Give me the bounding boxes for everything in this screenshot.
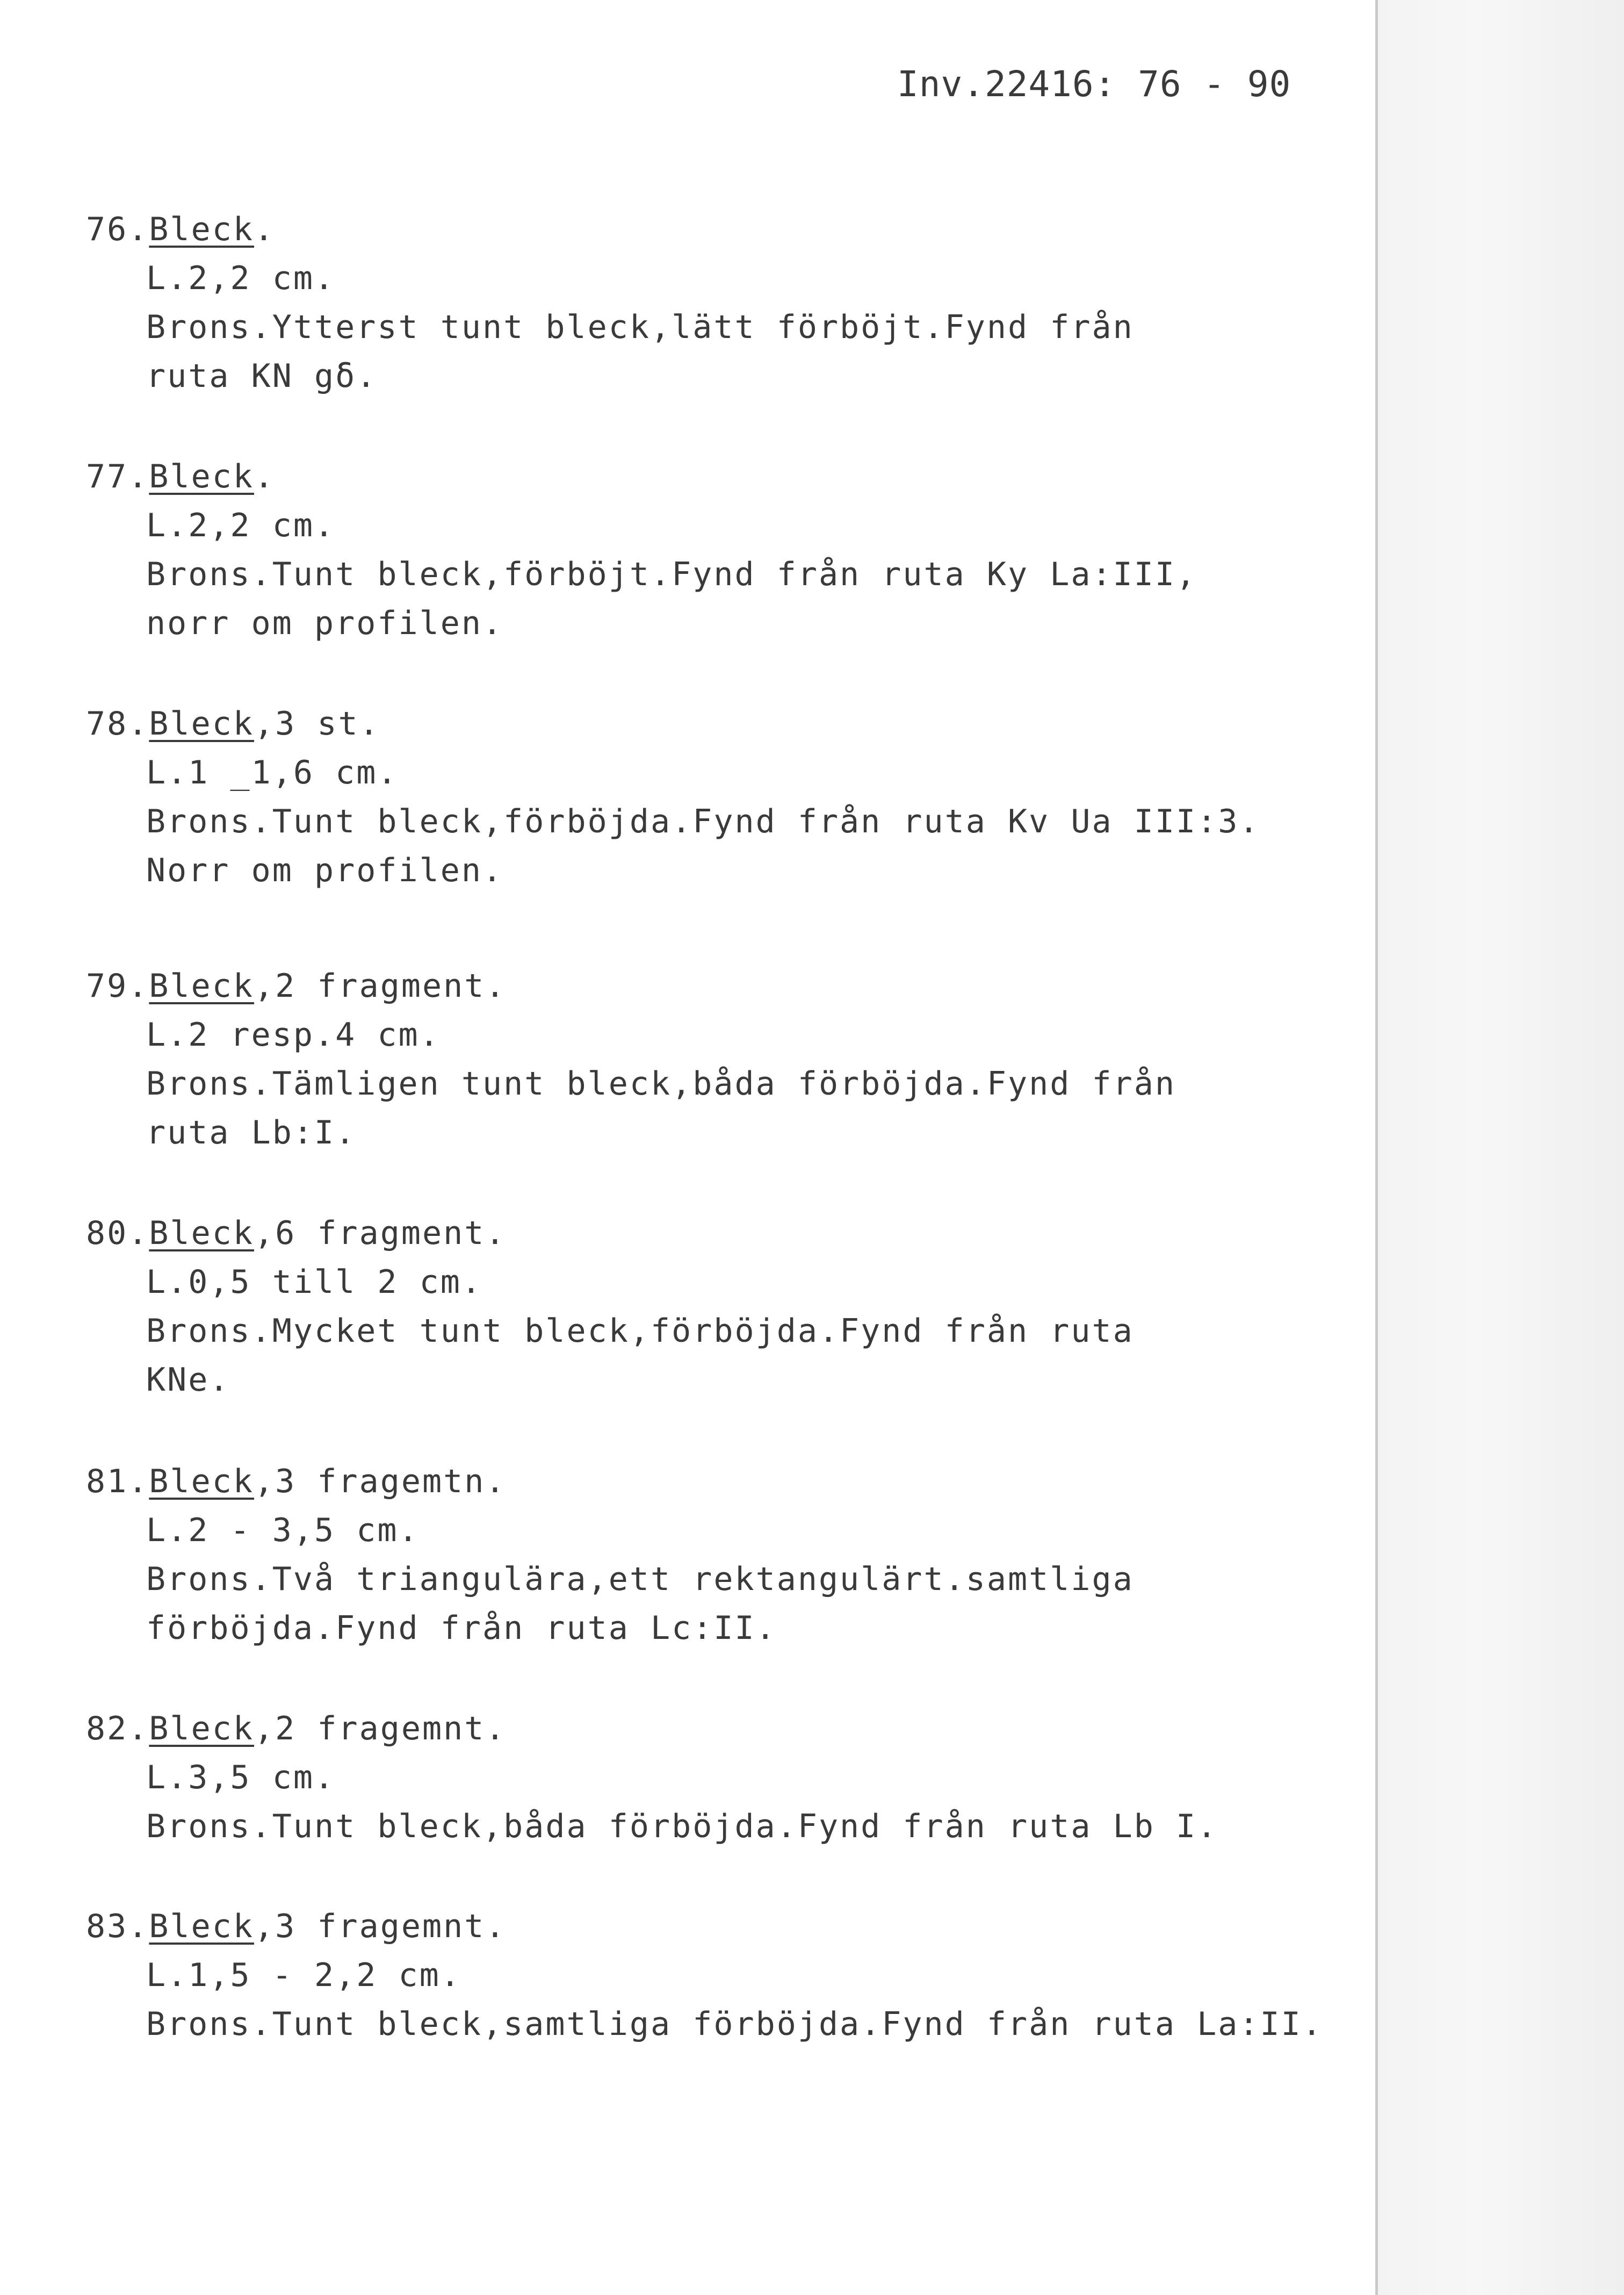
entry-length: L.2 - 3,5 cm. bbox=[146, 1512, 420, 1549]
entry-description-line: Brons.Tunt bleck,förböjda.Fynd från ruta Kv Ua III:3. bbox=[146, 803, 1260, 840]
entry-description-line: Brons.Ytterst tunt bleck,lätt förböjt.Fynd från bbox=[146, 308, 1134, 346]
entry-title-suffix: ,3 fragemnt. bbox=[254, 1908, 507, 1945]
entry-title-suffix: ,2 fragemnt. bbox=[254, 1710, 507, 1747]
entry-title: Bleck bbox=[149, 1710, 254, 1747]
entry-title-suffix: ,2 fragment. bbox=[254, 967, 507, 1005]
entry-description-line: ruta Lb:I. bbox=[146, 1114, 357, 1152]
entry-heading bbox=[86, 1902, 1322, 1951]
entry-title-suffix: ,3 fragemtn. bbox=[254, 1463, 507, 1500]
entry-title: Bleck bbox=[149, 705, 254, 743]
entry-number: 82. bbox=[86, 1710, 149, 1747]
entry-description-line: Brons.Tunt bleck,samtliga förböjda.Fynd från ruta La:II. bbox=[146, 2005, 1323, 2043]
entry-title: Bleck bbox=[149, 1463, 254, 1500]
entry-heading bbox=[86, 205, 1322, 254]
catalog-entry-83 bbox=[86, 1902, 1322, 2049]
entry-description-line: Brons.Tunt bleck,båda förböjda.Fynd från ruta Lb I. bbox=[146, 1808, 1218, 1845]
entry-heading bbox=[86, 962, 1322, 1011]
entry-description-line: Brons.Tunt bleck,förböjt.Fynd från ruta Ky La:III, bbox=[146, 556, 1197, 593]
catalog-entry-76 bbox=[86, 205, 1322, 401]
entry-description-line: Brons.Mycket tunt bleck,förböjda.Fynd från ruta bbox=[146, 1312, 1134, 1350]
entry-number: 78. bbox=[86, 705, 149, 743]
entry-length: L.2 resp.4 cm. bbox=[146, 1016, 441, 1054]
entry-length: L.3,5 cm. bbox=[146, 1759, 336, 1796]
entry-heading bbox=[86, 452, 1322, 501]
entry-description-line: Norr om profilen. bbox=[146, 852, 504, 889]
entry-description-line: KNe. bbox=[146, 1361, 230, 1399]
entry-title-suffix: . bbox=[254, 211, 276, 248]
catalog-entry-82 bbox=[86, 1704, 1322, 1851]
entry-description-line: norr om profilen. bbox=[146, 605, 504, 642]
entry-length: L.2,2 cm. bbox=[146, 260, 336, 297]
entry-length: L.0,5 till 2 cm. bbox=[146, 1263, 482, 1301]
entry-length: L.1,5 - 2,2 cm. bbox=[146, 1956, 461, 1994]
entry-number: 77. bbox=[86, 458, 149, 495]
entry-title: Bleck bbox=[149, 211, 254, 248]
catalog-entry-80 bbox=[86, 1209, 1322, 1405]
entry-number: 80. bbox=[86, 1214, 149, 1252]
entry-description-line: Brons.Två triangulära,ett rektangulärt.samtliga bbox=[146, 1560, 1134, 1598]
catalog-entry-78 bbox=[86, 700, 1322, 895]
entry-title: Bleck bbox=[149, 1214, 254, 1252]
entry-heading bbox=[86, 1209, 1322, 1258]
entry-title-suffix: . bbox=[254, 458, 276, 495]
catalog-entry-79 bbox=[86, 962, 1322, 1157]
entry-heading bbox=[86, 1704, 1322, 1753]
entry-title: Bleck bbox=[149, 967, 254, 1005]
entry-heading bbox=[86, 700, 1322, 749]
entry-description-line: Brons.Tämligen tunt bleck,båda förböjda.Fynd från bbox=[146, 1065, 1177, 1103]
entry-number: 81. bbox=[86, 1463, 149, 1500]
entry-length: L.2,2 cm. bbox=[146, 507, 336, 544]
entry-description-line: förböjda.Fynd från ruta Lc:II. bbox=[146, 1609, 777, 1647]
scan-margin-strip bbox=[1378, 0, 1624, 2295]
entry-number: 76. bbox=[86, 211, 149, 248]
entry-title-suffix: ,6 fragment. bbox=[254, 1214, 507, 1252]
entry-number: 83. bbox=[86, 1908, 149, 1945]
entry-title: Bleck bbox=[149, 458, 254, 495]
catalog-entry-77 bbox=[86, 452, 1322, 648]
catalog-entry-81 bbox=[86, 1457, 1322, 1653]
entry-description-line: ruta KN gδ. bbox=[146, 357, 378, 395]
entry-heading bbox=[86, 1457, 1322, 1506]
entry-title: Bleck bbox=[149, 1908, 254, 1945]
entry-number: 79. bbox=[86, 967, 149, 1005]
inventory-number: Inv.22416: 76 - 90 bbox=[897, 63, 1291, 105]
entry-title-suffix: ,3 st. bbox=[254, 705, 380, 743]
entry-length: L.1 _1,6 cm. bbox=[146, 754, 399, 792]
